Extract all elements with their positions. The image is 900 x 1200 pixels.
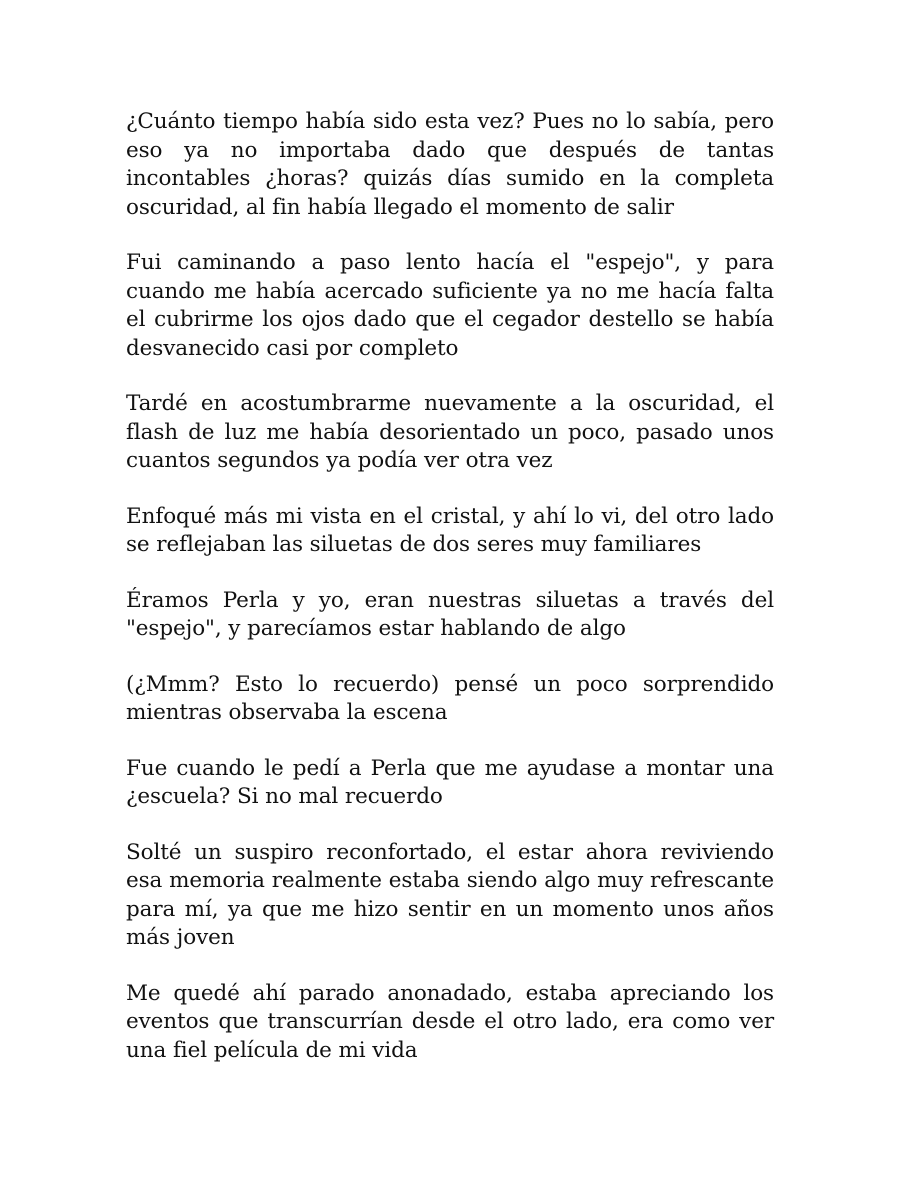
paragraph-5: Éramos Perla y yo, eran nuestras siluetas a través del "espejo", y parecíamos estar hablando de algo xyxy=(126,587,774,641)
paragraph-2: Fui caminando a paso lento hacía el "espejo", y para cuando me había acercado suficiente ya no me hacía falta el cubrirme los ojos dado que el cegador destello se había desvanecido casi por completo xyxy=(126,250,774,361)
paragraph-8: Solté un suspiro reconfortado, el estar ahora reviviendo esa memoria realmente estaba siendo algo muy refrescante para mí, ya que me hizo sentir en un momento unos años más joven xyxy=(126,839,774,950)
paragraph-7: Fue cuando le pedí a Perla que me ayudase a montar una ¿escuela? Si no mal recuerdo xyxy=(126,755,774,809)
paragraph-6: (¿Mmm? Esto lo recuerdo) pensé un poco sorprendido mientras observaba la escena xyxy=(126,671,774,725)
paragraph-4: Enfoqué más mi vista en el cristal, y ahí lo vi, del otro lado se reflejaban las siluetas de dos seres muy familiares xyxy=(126,503,774,557)
paragraph-9: Me quedé ahí parado anonadado, estaba apreciando los eventos que transcurrían desde el otro lado, era como ver una fiel película de mi vida xyxy=(126,980,774,1063)
paragraph-1: ¿Cuánto tiempo había sido esta vez? Pues no lo sabía, pero eso ya no importaba dado que después de tantas incontables ¿horas? quizás días sumido en la completa oscuridad, al fin había llegado el momento de salir xyxy=(126,109,774,220)
document-body xyxy=(126,108,774,1092)
paragraph-3: Tardé en acostumbrarme nuevamente a la oscuridad, el flash de luz me había desorientado un poco, pasado unos cuantos segundos ya podía ver otra vez xyxy=(126,391,774,473)
